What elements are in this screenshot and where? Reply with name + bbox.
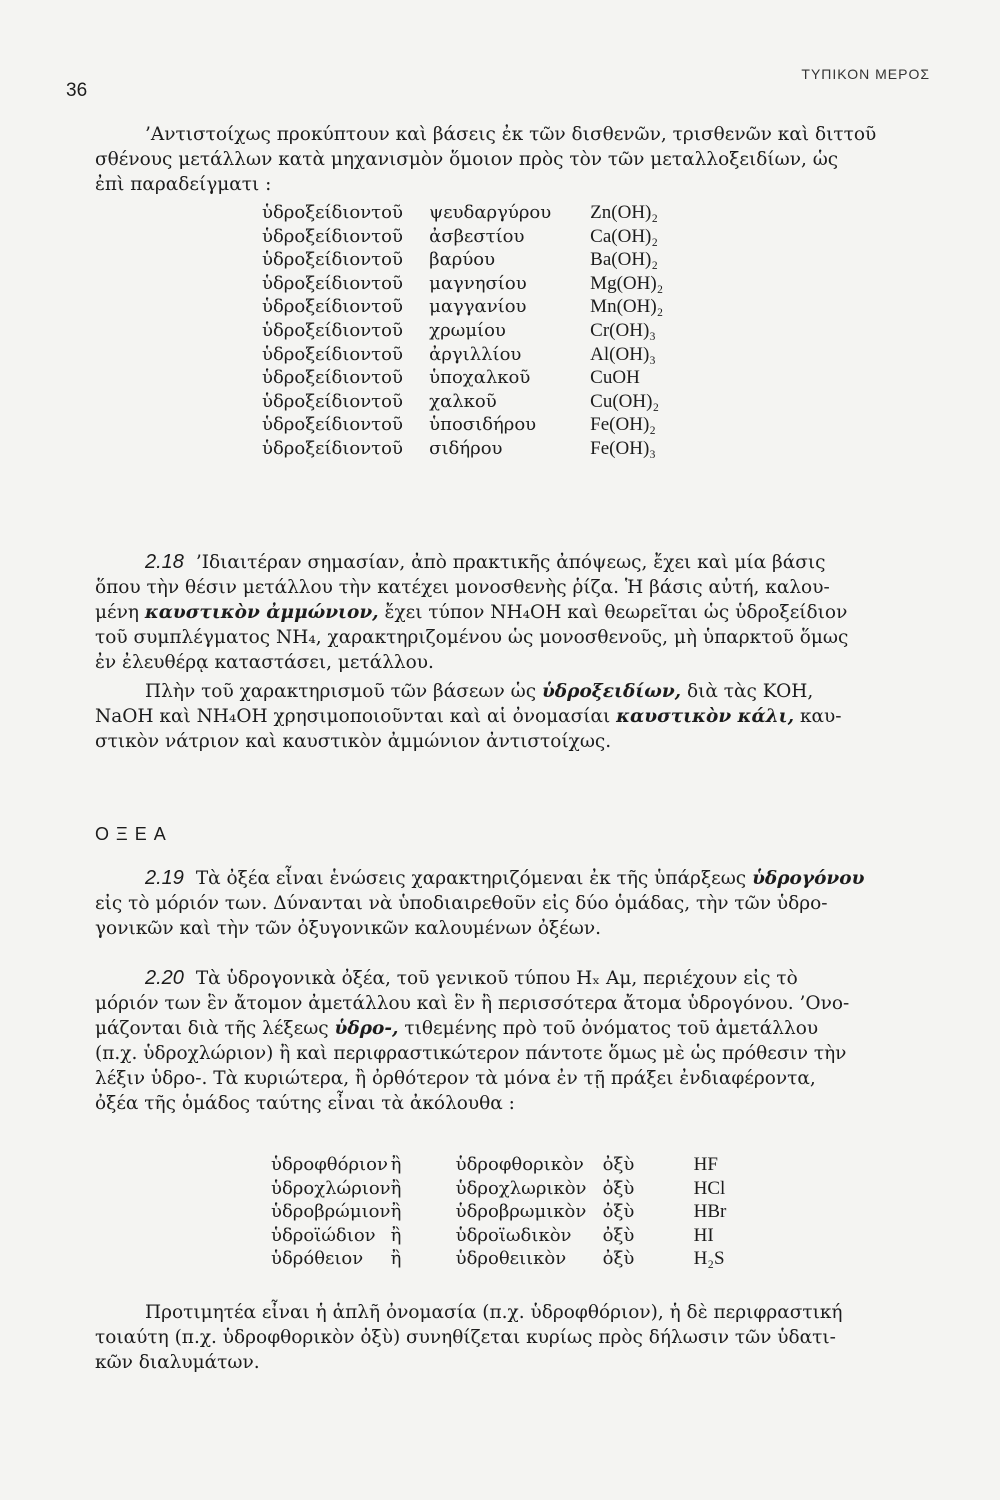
acid-row-cell: ἢ (390, 1154, 402, 1175)
acids-heading: ΟΞΕΑ (95, 824, 173, 844)
hydroxide-row-cell: Ba(OH)₂ (590, 249, 658, 271)
acid-row-cell: ὑδροθειικὸν (455, 1248, 567, 1270)
running-head: ΤΥΠΙΚΟΝ ΜΕΡΟΣ (801, 66, 930, 82)
text-fragment: Τὰ ὑδρογονικὰ ὀξέα, τοῦ γενικοῦ τύπου Hₓ Aμ, περιέχουν εἰς τὸ (195, 968, 798, 989)
hydroxide-row-cell: ὑδροξείδιον (262, 296, 372, 318)
hydroxide-row-cell: Al(OH)₃ (590, 343, 656, 365)
hydroxide-row-cell: Mn(OH)₂ (590, 296, 664, 318)
hydroxide-row (262, 273, 663, 297)
page-number: 36 (66, 80, 88, 101)
hydroxide-row (262, 344, 663, 368)
acid-row-cell: ὀξὺ (602, 1177, 635, 1199)
hydroxide-row-cell: ὑδροξείδιον (262, 272, 372, 294)
acid-row-cell: ὑδροφθορικὸν (455, 1154, 584, 1175)
hydroxide-row-cell: ὑδροξείδιον (262, 319, 372, 341)
section-2-18 (95, 550, 913, 754)
hydroxide-row-cell: βαρύου (429, 249, 496, 271)
bold-term: ὑδρο-, (334, 1018, 399, 1039)
acid-row-cell: ἢ (390, 1201, 402, 1223)
hydroxide-row-cell: τοῦ (371, 249, 403, 271)
hydroxide-row-cell: ὑποχαλκοῦ (429, 367, 531, 389)
text-fragment: Πλὴν τοῦ χαρακτηρισμοῦ τῶν βάσεων ὡς (145, 681, 537, 702)
intro-paragraph (95, 122, 913, 197)
hydroxide-row-cell: χαλκοῦ (429, 390, 497, 412)
text-line: γονικῶν καὶ τὴν τῶν ὀξυγονικῶν καλουμένων ὀξέων. (95, 918, 601, 939)
hydroxide-row-cell: Fe(OH)₂ (590, 414, 656, 436)
text-line: Προτιμητέα εἶναι ἡ ἁπλῆ ὀνομασία (π.χ. ὑδροφθόριον), ἡ δὲ περιφραστική (145, 1302, 843, 1323)
hydroxide-row-cell: ψευδαργύρου (429, 202, 552, 223)
hydroxide-row (262, 296, 663, 320)
hydroxide-row-cell: σιδήρου (429, 437, 503, 459)
hydroxide-row-cell: χρωμίου (429, 319, 506, 341)
text-line: ἐν ἐλευθέρᾳ καταστάσει, μετάλλου. (95, 652, 434, 673)
acid-row-cell: HF (693, 1154, 718, 1175)
text-line: στικὸν νάτριον καὶ καυστικὸν ἀμμώνιον ἀντιστοίχως. (95, 731, 612, 752)
acid-row-cell: ὀξὺ (602, 1248, 635, 1270)
acid-row (271, 1154, 726, 1178)
acid-row-cell: ὑδροβρώμιον (271, 1201, 391, 1223)
acid-row-cell: ὑδροχλώριον (271, 1177, 391, 1199)
hydroxide-row-cell: CuOH (590, 367, 640, 389)
hydroxide-row (262, 226, 663, 250)
text-fragment: καυ- (799, 706, 842, 727)
bold-term: ὑδροξειδίων, (541, 681, 682, 702)
section-number: 2.19 (145, 867, 184, 889)
acid-row-cell: ὑδρόθειον (271, 1248, 364, 1270)
text-fragment: Τὰ ὀξέα εἶναι ἑνώσεις χαρακτηριζόμεναι ἐκ τῆς ὑπάρξεως (195, 868, 747, 889)
text-line: τοῦ συμπλέγματος NH₄, χαρακτηριζομένου ὡς μονοσθενοῦς, μὴ ὑπαρκτοῦ ὅμως (95, 627, 849, 648)
hydroxide-row-cell: μαγνησίου (429, 272, 527, 294)
hydroxide-row (262, 438, 663, 462)
hydroxide-row-cell: ὑδροξείδιον (262, 390, 372, 412)
text-line: ὅπου τὴν θέσιν μετάλλου τὴν κατέχει μονοσθενὴς ῥίζα. Ἡ βάσις αὐτή, καλου- (95, 577, 830, 598)
text-line: ὀξέα τῆς ὁμάδος ταύτης εἶναι τὰ ἀκόλουθα : (95, 1093, 515, 1114)
acid-row-cell: HBr (693, 1201, 727, 1223)
text-fragment: NaOH καὶ NH₄OH χρησιμοποιοῦνται καὶ αἱ ὀνομασίαι (95, 706, 611, 727)
text-line (95, 966, 913, 991)
hydroxide-row-cell: ὑδροξείδιον (262, 249, 372, 271)
hydroxide-row-cell: ὑδροξείδιον (262, 437, 372, 459)
text-fragment: διὰ τὰς KOH, (687, 681, 814, 702)
section-number: 2.20 (145, 967, 184, 989)
acid-row-cell: H₂S (693, 1248, 725, 1270)
hydroxide-row-cell: Zn(OH)₂ (590, 202, 658, 223)
hydroxide-row-cell: τοῦ (371, 367, 403, 389)
bold-term: καυστικὸν κάλι, (616, 706, 795, 727)
acid-row-cell: ἢ (390, 1224, 402, 1246)
text-line: τοιαύτη (π.χ. ὑδροφθορικὸν ὀξὺ) συνηθίζεται κυρίως πρὸς δήλωσιν τῶν ὑδατι- (95, 1327, 836, 1348)
hydroxide-row-cell: τοῦ (371, 414, 403, 436)
text-line (95, 704, 913, 729)
hydroxide-row-cell: ἀσβεστίου (429, 225, 525, 247)
acid-row (271, 1248, 726, 1272)
text-line (95, 550, 913, 575)
text-fragment: ἔχει τύπον NH₄OH καὶ θεωρεῖται ὡς ὑδροξείδιον (384, 602, 848, 623)
hydroxide-row-cell: ὑδροξείδιον (262, 202, 372, 223)
bold-term: καυστικὸν ἀμμώνιον, (144, 602, 379, 623)
hydroxide-row-cell: Cr(OH)₃ (590, 319, 656, 341)
section-number: 2.18 (145, 551, 184, 573)
text-line: μόριόν των ἓν ἄτομον ἀμετάλλου καὶ ἓν ἢ περισσότερα ἄτομα ὑδρογόνου. ’Ονο- (95, 993, 850, 1014)
hydroxide-row (262, 391, 663, 415)
hydroxide-row-cell: τοῦ (371, 202, 403, 223)
text-fragment: μάζονται διὰ τῆς λέξεως (95, 1018, 329, 1039)
hydroxide-row-cell: ὑδροξείδιον (262, 367, 372, 389)
hydroxide-row-cell: τοῦ (371, 319, 403, 341)
hydroxide-row-cell: ἀργιλλίου (429, 343, 522, 365)
text-line: λέξιν ὑδρο-. Τὰ κυριώτερα, ἢ ὀρθότερον τὰ μόνα ἐν τῇ πράξει ἐνδιαφέροντα, (95, 1068, 816, 1089)
text-fragment: μένη (95, 602, 139, 623)
hydroxide-row-cell: τοῦ (371, 296, 403, 318)
acid-row-cell: HI (693, 1224, 714, 1246)
acid-row-cell: ὑδροφθόριον (271, 1154, 388, 1175)
text-fragment: τιθεμένης πρὸ τοῦ ὀνόματος τοῦ ἀμετάλλου (404, 1018, 819, 1039)
text-line: (π.χ. ὑδροχλώριον) ἢ καὶ περιφραστικώτερον πάντοτε ὅμως μὲ ὡς πρόθεσιν τὴν (95, 1043, 847, 1064)
acid-row-cell: ἢ (390, 1248, 402, 1270)
hydroxide-row (262, 367, 663, 391)
hydroxide-row-cell: τοῦ (371, 225, 403, 247)
hydroxide-row-cell: τοῦ (371, 343, 403, 365)
acid-row-cell: HCl (693, 1177, 726, 1199)
hydroxides-table (262, 202, 663, 462)
acid-row-cell: ὀξὺ (602, 1224, 635, 1246)
section-2-19 (95, 866, 913, 941)
hydroxide-row-cell: ὑδροξείδιον (262, 343, 372, 365)
hydroxide-row-cell: Mg(OH)₂ (590, 272, 664, 294)
text-line: κῶν διαλυμάτων. (95, 1352, 260, 1373)
acid-row-cell: ὀξὺ (602, 1154, 635, 1175)
acid-row-cell: ὑδροχλωρικὸν (455, 1177, 587, 1199)
hydroxide-row-cell: Fe(OH)₃ (590, 437, 656, 459)
acid-row-cell: ὑδροϊώδιον (271, 1224, 376, 1246)
hydroxide-row (262, 320, 663, 344)
text-line: ἐπὶ παραδείγματι : (95, 174, 272, 195)
acids-table (271, 1154, 726, 1272)
hydroxide-row-cell: τοῦ (371, 437, 403, 459)
text-line (95, 600, 913, 625)
acid-row (271, 1201, 726, 1225)
page-header (0, 66, 1000, 106)
acid-row (271, 1225, 726, 1249)
acid-row-cell: ὀξὺ (602, 1201, 635, 1223)
closing-paragraph (95, 1300, 913, 1375)
hydroxide-row (262, 414, 663, 438)
hydroxide-row-cell: τοῦ (371, 390, 403, 412)
section-2-20 (95, 966, 913, 1116)
text-line: εἰς τὸ μόριόν των. Δύνανται νὰ ὑποδιαιρεθοῦν εἰς δύο ὁμάδας, τὴν τῶν ὑδρο- (95, 893, 828, 914)
acid-row-cell: ἢ (390, 1177, 402, 1199)
text-line: ’Αντιστοίχως προκύπτουν καὶ βάσεις ἐκ τῶν δισθενῶν, τρισθενῶν καὶ διττοῦ (145, 124, 877, 145)
hydroxide-row-cell: Ca(OH)₂ (590, 225, 658, 247)
hydroxide-row-cell: τοῦ (371, 272, 403, 294)
hydroxide-row-cell: μαγγανίου (429, 296, 527, 318)
text-line (95, 866, 913, 891)
hydroxide-row-cell: Cu(OH)₂ (590, 390, 660, 412)
acid-row-cell: ὑδροβρωμικὸν (455, 1201, 587, 1223)
text-fragment: ’Ιδιαιτέραν σημασίαν, ἀπὸ πρακτικῆς ἀπόψεως, ἔχει καὶ μία βάσις (195, 552, 826, 573)
acid-row (271, 1178, 726, 1202)
text-line (95, 679, 913, 704)
acid-row-cell: ὑδροϊωδικὸν (455, 1224, 572, 1246)
hydroxide-row (262, 249, 663, 273)
hydroxide-row-cell: ὑδροξείδιον (262, 414, 372, 436)
hydroxide-row-cell: ὑποσιδήρου (429, 414, 537, 436)
hydroxide-row-cell: ὑδροξείδιον (262, 225, 372, 247)
text-line (95, 1016, 913, 1041)
text-line: σθένους μετάλλων κατὰ μηχανισμὸν ὅμοιον πρὸς τὸν τῶν μεταλλοξειδίων, ὡς (95, 149, 839, 170)
bold-term: ὑδρογόνου (752, 868, 865, 889)
hydroxide-row (262, 202, 663, 226)
